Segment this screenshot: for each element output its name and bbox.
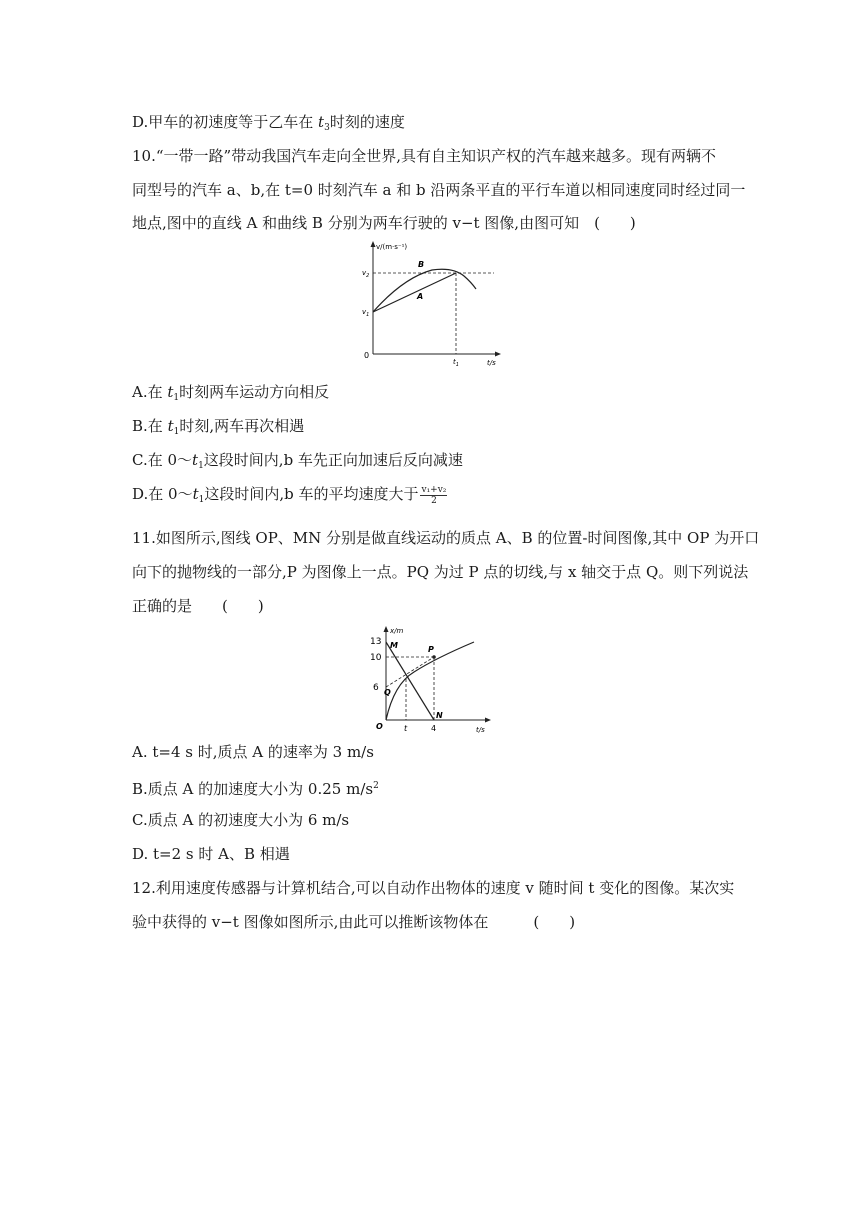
q9-option-d-text: D.甲车的初速度等于乙车在 <box>132 113 314 131</box>
q11-label-m: M <box>390 641 398 650</box>
q11-xt-figure <box>364 622 496 738</box>
q11-stem-line1: 11.如图所示,图线 OP、MN 分别是做直线运动的质点 A、B 的位置-时间图像,其中 OP 为开口 <box>132 529 760 547</box>
q11-tangent-pq <box>386 657 434 687</box>
q10-v2-label: $v_2$ <box>362 269 370 279</box>
q10-option-b: B.在 $t_1$时刻,两车再次相遇 <box>132 417 305 437</box>
q11-option-d: D. t=2 s 时 A、B 相遇 <box>132 845 290 863</box>
q10-label-b: B <box>418 260 425 269</box>
q11-tick-4: 4 <box>431 724 437 733</box>
q10-curve-b <box>373 269 476 312</box>
q11-label-n: N <box>436 711 443 720</box>
q9-option-d-sub: 3 <box>324 123 330 133</box>
q11-label-p: P <box>428 645 434 654</box>
q11-origin: O <box>376 722 383 731</box>
q11-option-a: A. t=4 s 时,质点 A 的速率为 3 m/s <box>132 743 374 761</box>
q10-option-d-fraction: $\frac{\text{v₁+v₂}}{2}$ <box>421 484 447 506</box>
q12-stem-line1: 12.利用速度传感器与计算机结合,可以自动作出物体的速度 v 随时间 t 变化的图像。某次实 <box>132 879 735 897</box>
q10-option-d: D.在 $0\sim t_1$这段时间内,b 车的平均速度大于 $\frac{\text{v₁+v₂}}{2}$ <box>132 484 447 506</box>
q11-point-p <box>432 655 436 659</box>
q9-option-d-var: t <box>318 113 325 131</box>
q9-option-d-text-end: 时刻的速度 <box>329 113 405 131</box>
q10-label-a: A <box>417 292 424 301</box>
q10-ylabel: v/(m·s⁻¹) <box>376 243 408 251</box>
q10-option-a: A.在 $t_1$时刻两车运动方向相反 <box>132 383 330 403</box>
q11-option-b: B.质点 A 的加速度大小为 0.25 $m/s^2$ <box>132 780 379 798</box>
q9-option-d <box>132 112 405 138</box>
q10-vt-figure <box>358 238 506 366</box>
q10-stem-line1: 10.“一带一路”带动我国汽车走向全世界,具有自主知识产权的汽车越来越多。现有两辆不 <box>132 147 716 165</box>
q11-y13: 13 <box>370 637 382 647</box>
q10-t1-label: $t_1$ <box>453 358 459 366</box>
q11-tick-t: t <box>404 724 408 733</box>
q11-stem-line3: 正确的是 ( ) <box>132 597 264 615</box>
q11-label-q: Q <box>384 688 391 697</box>
q11-xlabel: t/s <box>476 726 485 734</box>
q10-origin: 0 <box>364 351 370 360</box>
q11-y-arrow <box>384 626 389 632</box>
q11-ylabel: x/m <box>390 627 404 635</box>
q10-x-arrow <box>495 352 501 357</box>
q11-line-mn <box>386 642 434 720</box>
q10-line-a <box>373 273 456 312</box>
q10-xlabel: t/s <box>487 359 496 366</box>
q11-x-arrow <box>485 718 491 723</box>
q10-stem-line2: 同型号的汽车 a、b,在 t=0 时刻汽车 a 和 b 沿两条平直的平行车道以相同速度同时经过同一 <box>132 181 746 199</box>
q12-stem-line2: 验中获得的 v−t 图像如图所示,由此可以推断该物体在 ( ) <box>132 913 576 931</box>
q11-stem-line2: 向下的抛物线的一部分,P 为图像上一点。PQ 为过 P 点的切线,与 x 轴交于点 Q。则下列说法 <box>132 563 749 581</box>
q10-stem-line3: 地点,图中的直线 A 和曲线 B 分别为两车行驶的 v−t 图像,由图可知 ( ) <box>132 214 636 232</box>
q11-option-c: C.质点 A 的初速度大小为 6 m/s <box>132 811 350 829</box>
q11-y6: 6 <box>373 683 379 693</box>
q11-y10: 10 <box>370 653 382 663</box>
q10-option-c: C.在 $0\sim t_1$这段时间内,b 车先正向加速后反向减速 <box>132 451 463 471</box>
q10-y-arrow <box>371 241 376 247</box>
q10-v1-label: $v_1$ <box>362 308 370 318</box>
